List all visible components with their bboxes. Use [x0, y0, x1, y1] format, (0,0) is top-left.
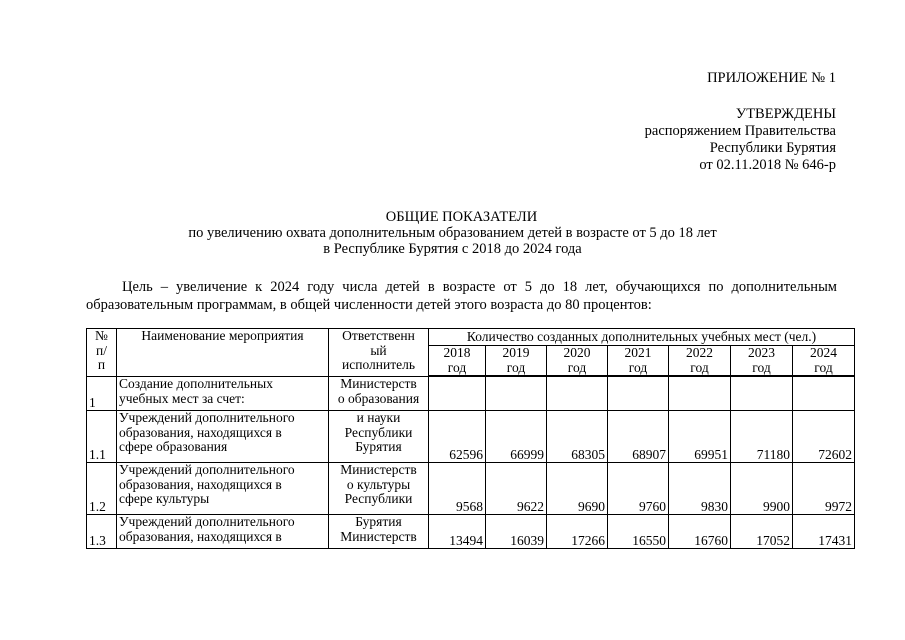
row-name-line: образования, находящихся в	[119, 476, 282, 492]
row-value: 17052	[731, 515, 793, 549]
year-word: год	[506, 359, 526, 375]
title-sub-1: по увеличению охвата дополнительным образованием детей в возрасте от 5 до 18 лет	[188, 225, 717, 241]
year-2020: 2020	[563, 345, 591, 360]
header-group: Количество созданных дополнительных учебных мест (чел.)	[466, 329, 817, 345]
table-row	[87, 377, 855, 411]
row-num: 1.3	[87, 515, 117, 549]
year-2022: 2022	[686, 345, 713, 360]
row-exec-line: Министерств	[340, 376, 417, 392]
row-exec-line: Министерств	[340, 462, 417, 478]
year-cell	[793, 346, 855, 376]
year-2023: 2023	[748, 345, 775, 360]
year-cell	[429, 346, 486, 376]
year-cell	[669, 346, 731, 376]
row-exec-line: Бурятия	[355, 514, 402, 530]
approval-line-2: Республики Бурятия	[709, 140, 836, 156]
row-num: 1.2	[87, 463, 117, 515]
year-word: год	[752, 359, 771, 375]
row-value	[669, 377, 731, 411]
approval-line-1: распоряжением Правительства	[644, 123, 836, 139]
year-2021: 2021	[624, 345, 652, 360]
header-num-3: п	[97, 357, 106, 373]
header-num-cell	[87, 329, 117, 377]
row-value: 9760	[608, 463, 669, 515]
row-value: 71180	[731, 411, 793, 463]
row-value: 13494	[429, 515, 486, 549]
row-name	[117, 515, 329, 549]
row-exec-line: Министерств	[340, 528, 417, 544]
row-exec-line: и науки	[356, 410, 401, 426]
row-name-line: сфере образования	[119, 439, 228, 455]
row-name-line: образования, находящихся в	[119, 424, 282, 440]
row-value	[793, 377, 855, 411]
row-value: 16039	[486, 515, 547, 549]
row-value: 9900	[731, 463, 793, 515]
document-title	[0, 209, 905, 257]
row-name-line: Учреждений дополнительного	[119, 514, 295, 530]
row-name-line: учебных мест за счет:	[119, 390, 245, 406]
row-name-line: образования, находящихся в	[119, 528, 282, 544]
year-cell	[731, 346, 793, 376]
row-value: 9622	[486, 463, 547, 515]
appendix-label: ПРИЛОЖЕНИЕ № 1	[707, 70, 836, 86]
row-value: 68305	[547, 411, 608, 463]
row-name	[117, 377, 329, 411]
row-name-line: Создание дополнительных	[119, 376, 273, 392]
row-value: 9830	[669, 463, 731, 515]
approval-block	[645, 106, 836, 174]
header-executor-cell	[329, 329, 429, 377]
row-value	[547, 377, 608, 411]
year-word: год	[447, 359, 467, 375]
row-value: 16760	[669, 515, 731, 549]
year-word: год	[628, 359, 648, 375]
approved-label: УТВЕРЖДЕНЫ	[735, 106, 836, 122]
table-row	[87, 515, 855, 549]
year-word: год	[567, 359, 587, 375]
header-exec-3: исполнитель	[342, 357, 415, 373]
year-2019: 2019	[502, 345, 530, 360]
row-num: 1	[87, 377, 117, 411]
row-num: 1.1	[87, 411, 117, 463]
title-sub-2: в Республике Бурятия с 2018 до 2024 года	[323, 241, 582, 257]
row-value: 9972	[793, 463, 855, 515]
row-value	[486, 377, 547, 411]
row-value: 69951	[669, 411, 731, 463]
header-exec-2: ый	[370, 342, 387, 358]
indicators-table	[86, 328, 855, 549]
header-exec-1: Ответственн	[342, 328, 415, 343]
row-exec-line: о культуры	[346, 476, 411, 492]
header-name-cell	[117, 329, 329, 377]
table-header-row	[87, 329, 855, 346]
year-cell	[608, 346, 669, 376]
row-exec-line: Республики	[344, 491, 413, 507]
row-value: 17266	[547, 515, 608, 549]
header-group-cell	[429, 329, 855, 346]
row-value	[608, 377, 669, 411]
table-row	[87, 463, 855, 515]
goal-paragraph: Цель – увеличение к 2024 году числа детей в возрасте от 5 до 18 лет, обучающихся по дополнительным образовательным программам, в общей численности детей этого возраста до 80 процентов:	[86, 279, 837, 313]
row-name	[117, 411, 329, 463]
year-2024: 2024	[810, 345, 837, 360]
header-num-1: №	[95, 328, 108, 343]
year-cell	[486, 346, 547, 376]
row-executor	[329, 411, 429, 463]
approval-line-3: от 02.11.2018 № 646-р	[699, 157, 836, 173]
row-value	[429, 377, 486, 411]
header-name: Наименование мероприятия	[141, 328, 304, 343]
row-value: 16550	[608, 515, 669, 549]
row-name	[117, 463, 329, 515]
year-word: год	[690, 359, 709, 375]
year-word: год	[814, 359, 833, 375]
row-executor	[329, 515, 429, 549]
header-num-2: п/	[96, 342, 107, 358]
row-value: 68907	[608, 411, 669, 463]
row-executor	[329, 463, 429, 515]
row-value: 9568	[429, 463, 486, 515]
row-name-line: Учреждений дополнительного	[119, 462, 295, 478]
row-exec-line: о образования	[337, 390, 420, 406]
row-exec-line: Республики	[344, 424, 413, 440]
row-value: 9690	[547, 463, 608, 515]
row-value: 72602	[793, 411, 855, 463]
year-2018: 2018	[443, 345, 471, 360]
table-row	[87, 411, 855, 463]
row-value: 62596	[429, 411, 486, 463]
row-value	[731, 377, 793, 411]
row-executor	[329, 377, 429, 411]
title-main: ОБЩИЕ ПОКАЗАТЕЛИ	[385, 209, 538, 225]
row-name-line: сфере культуры	[119, 491, 210, 507]
year-cell	[547, 346, 608, 376]
row-name-line: Учреждений дополнительного	[119, 410, 295, 426]
row-exec-line: Бурятия	[355, 439, 402, 455]
row-value: 17431	[793, 515, 855, 549]
row-value: 66999	[486, 411, 547, 463]
